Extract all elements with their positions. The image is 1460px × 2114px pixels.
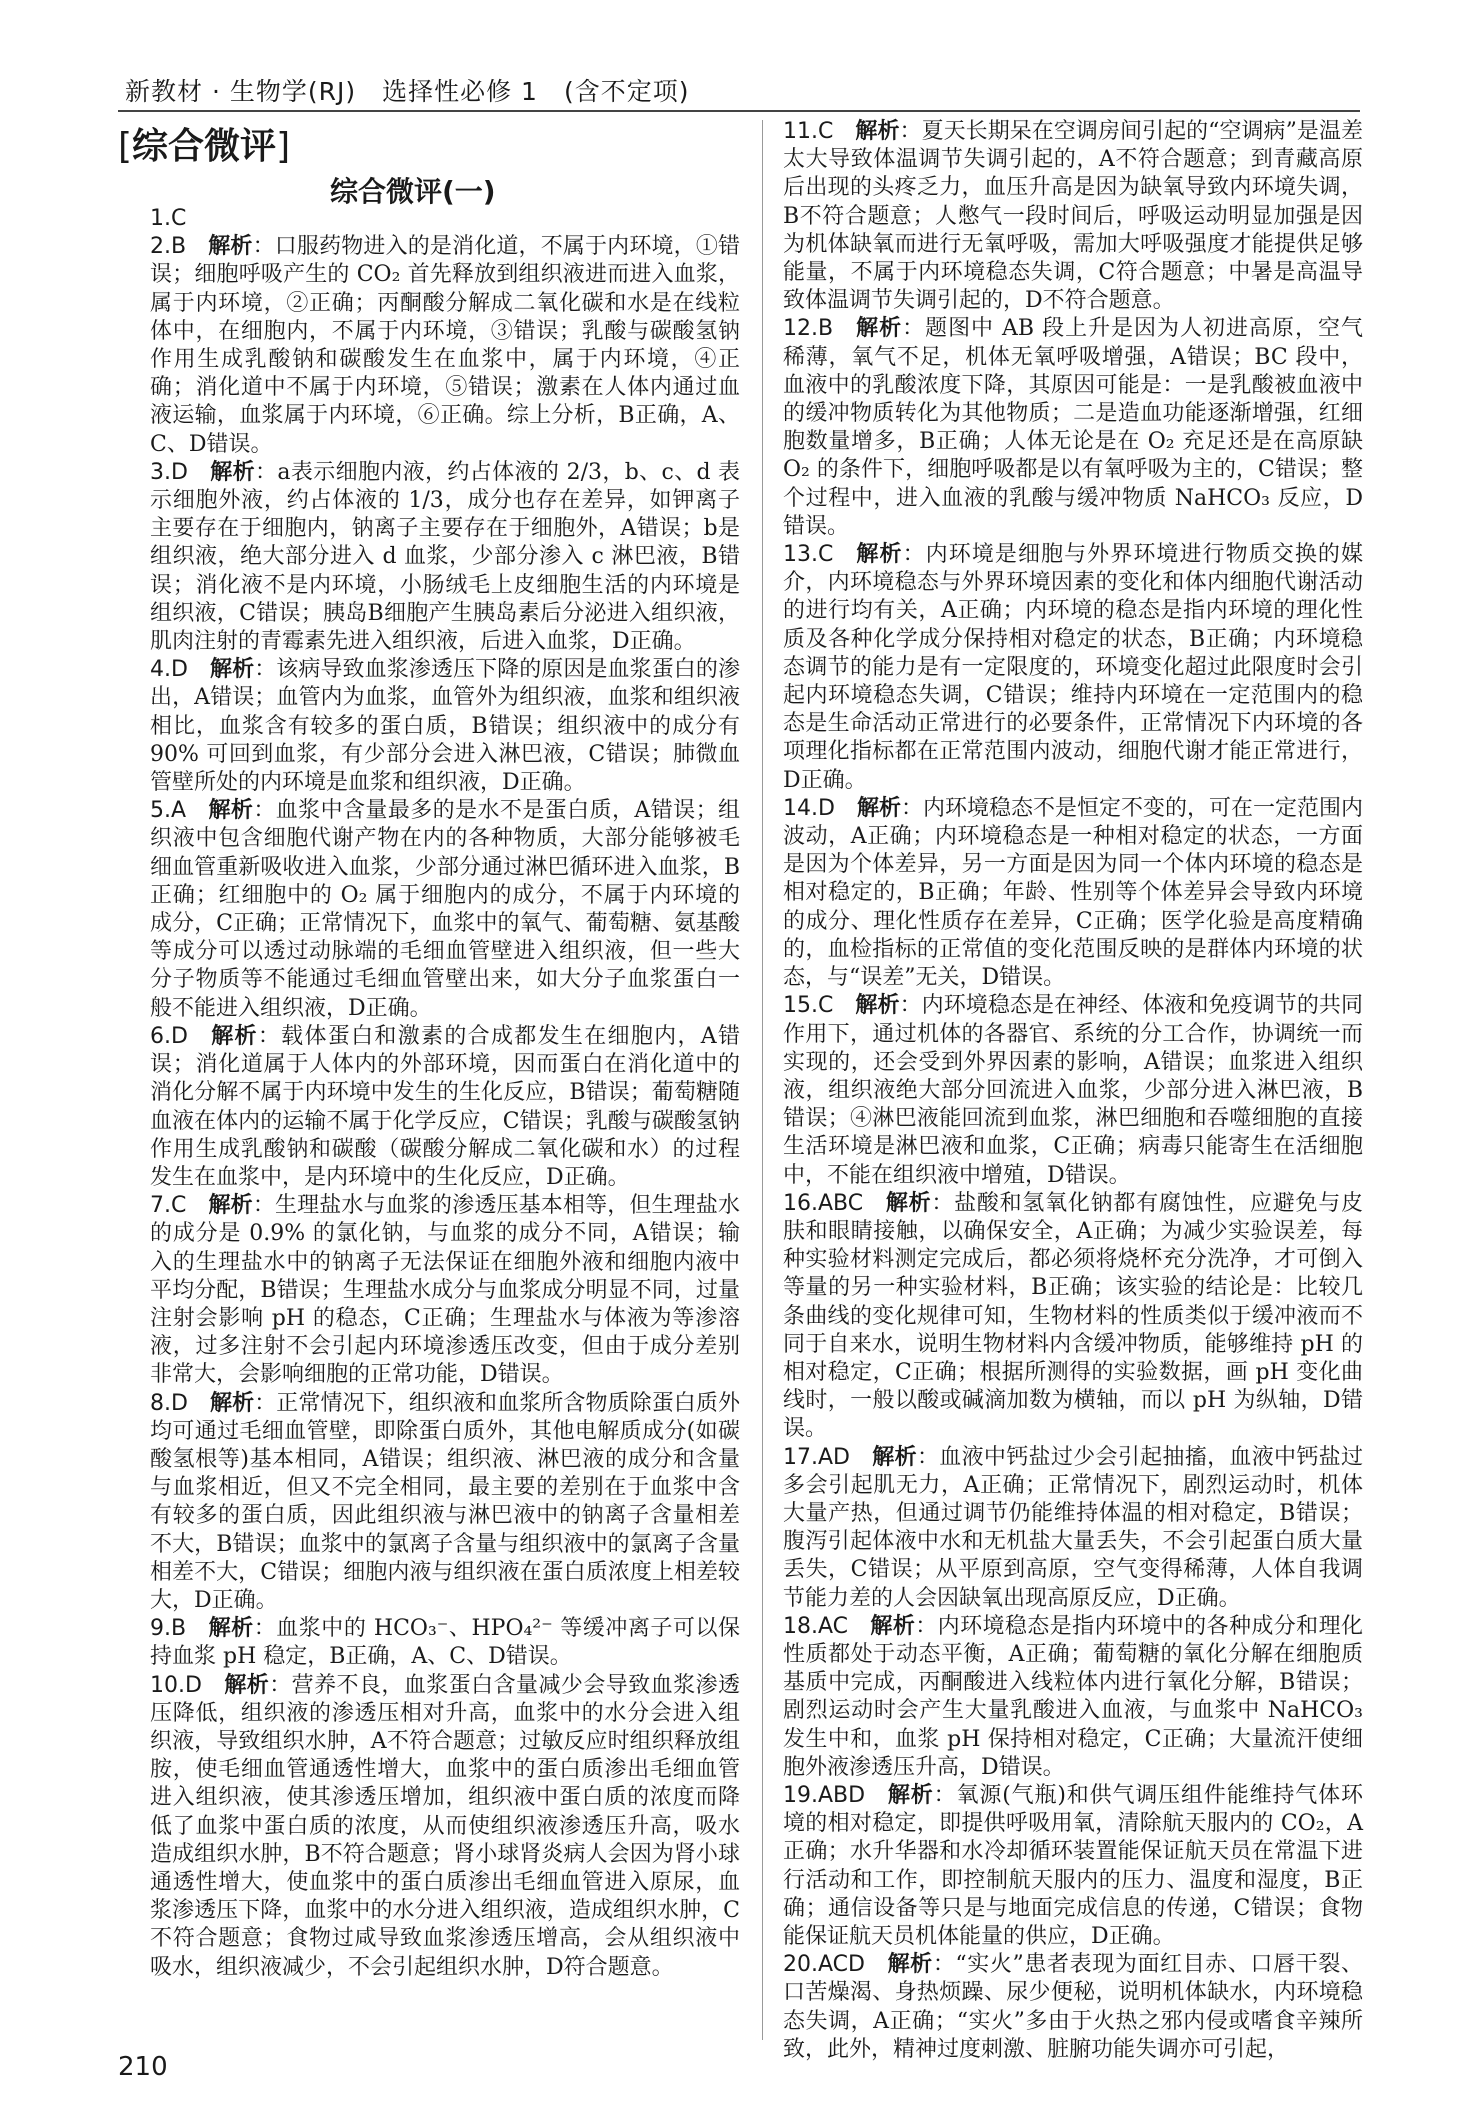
answer-number: 8.D	[150, 1390, 188, 1416]
analysis-label: 解析	[870, 1613, 916, 1639]
analysis-label: 解析	[209, 657, 255, 683]
answer-item	[150, 656, 740, 797]
analysis-text: ：血浆中含量最多的是水不是蛋白质，A错误；组织液中包含细胞代谢产物在内的各种物质，大部分能够被毛细血管重新吸收进入血浆，少部分通过淋巴循环进入血浆，B正确；红细胞中的 O₂ 属于细胞内的成分，不属于内环境的成分，C正确；正常情况下，血浆中的氧气、葡萄糖、氨基酸等成分可以透过动脉端的毛细血管壁进入组织液，但一些大分子物质等不能通过毛细血管壁出来，如大分子血浆蛋白一般不能进入组织液，D正确。	[150, 798, 740, 1021]
analysis-text: ：正常情况下，组织液和血浆所含物质除蛋白质外均可通过毛细血管壁，即除蛋白质外，其他电解质成分(如碳酸氢根等)基本相同，A错误；组织液、淋巴液的成分和含量与血浆相近，但又不完全相同，最主要的差别在于血浆中含有较多的蛋白质，因此组织液与淋巴液中的钠离子含量相差不大，B错误；血浆中的氯离子含量与组织液中的氯离子含量相差不大，C错误；细胞内液与组织液在蛋白质浓度上相差较大，D正确。	[150, 1390, 740, 1613]
page-title: 综合微评(一)	[330, 175, 496, 208]
answer-item	[150, 233, 740, 459]
answer-item	[150, 797, 740, 1023]
answer-item	[150, 459, 740, 656]
answer-number: 19.ABD	[783, 1782, 866, 1808]
analysis-label: 解析	[855, 119, 900, 144]
analysis-text: ：氧源(气瓶)和供气调压组件能维持气体环境的相对稳定，即提供呼吸用氧，清除航天服内的 CO₂，A正确；水升华器和水冷却循环装置能保证航天员在常温下进行活动和工作，即控制航天服内的压力、温度和湿度，B正确；通信设备等只是与地面完成信息的传递，C错误；食物能保证航天员机体能量的供应，D正确。	[783, 1782, 1363, 1949]
analysis-text: ：盐酸和氢氧化钠都有腐蚀性，应避免与皮肤和眼睛接触，以确保安全，A正确；为减少实验误差，每种实验材料测定完成后，都必须将烧杯充分洗净，才可倒入等量的另一种实验材料，B正确；该实验的结论是：比较几条曲线的变化规律可知，生物材料的性质类似于缓冲液而不同于自来水，说明生物材料内含缓冲物质，能够维持 pH 的相对稳定，C正确；根据所测得的实验数据，画 pH 变化曲线时，一般以酸或碱滴加数为横轴，而以 pH 为纵轴，D错误。	[783, 1190, 1363, 1442]
answer-number: 2.B	[150, 234, 187, 260]
answer-number: 16.ABC	[783, 1190, 864, 1216]
section-title-text: 综合微评	[132, 126, 277, 167]
answer-item	[783, 1951, 1363, 2064]
analysis-text: ：内环境稳态是在神经、体液和免疫调节的共同作用下，通过机体的各器官、系统的分工合作，协调统一而实现的，还会受到外界因素的影响，A错误；血浆进入组织液，组织液绝大部分回流进入血浆，少部分进入淋巴液，B错误；④淋巴液能回流到血浆，淋巴细胞和吞噬细胞的直接生活环境是淋巴液和血浆，C正确；病毒只能寄生在活细胞中，不能在组织液中增殖，D错误。	[783, 993, 1363, 1188]
analysis-label: 解析	[886, 1952, 933, 1978]
analysis-text: ：载体蛋白和激素的合成都发生在细胞内，A错误；消化道属于人体内的外部环境，因而蛋白在消化道中的消化分解不属于内环境中发生的生化反应，B错误；葡萄糖随血液在体内的运输不属于化学反应，C错误；乳酸与碳酸氢钠作用生成乳酸钠和碳酸（碳酸分解成二氧化碳和水）的过程发生在血浆中，是内环境中的生化反应，D正确。	[150, 1023, 740, 1190]
page-number: 210	[118, 2052, 168, 2082]
analysis-text: ：营养不良，血浆蛋白含量减少会导致血浆渗透压降低，组织液的渗透压相对升高，血浆中的水分会进入组织液，导致组织水肿，A不符合题意；过敏反应时组织释放组胺，使毛细血管通透性增大，血浆中的蛋白质渗出毛细血管进入组织液，使其渗透压增加，组织液中蛋白质的浓度而降低了血浆中蛋白质的浓度，从而使组织液渗透压升高，吸水造成组织水肿，B不符合题意；肾小球肾炎病人会因为肾小球通透性增大，使血浆中的蛋白质渗出毛细血管进入原尿，血浆渗透压下降，血浆中的水分进入组织液，造成组织水肿，C不符合题意；食物过咸导致血浆渗透压增高，会从组织液中吸水，组织液减少，不会引起组织水肿，D符合题意。	[150, 1672, 740, 1980]
answer-item	[783, 1613, 1363, 1782]
answer-number: 7.C	[150, 1193, 187, 1219]
analysis-label: 解析	[209, 1390, 255, 1416]
answer-number: 1.C	[150, 206, 187, 231]
right-column	[783, 118, 1363, 2064]
analysis-label: 解析	[855, 316, 903, 342]
left-column	[150, 205, 740, 1982]
analysis-text: ：a表示细胞内液，约占体液的 2/3，b、c、d 表示细胞外液，约占体液的 1/3，成分也存在差异，如钾离子主要存在于细胞内，钠离子主要存在于细胞外，A错误；b是组织液，绝大部分进入 d 血浆，少部分渗入 c 淋巴液，B错误；消化液不是内环境，小肠绒毛上皮细胞生活的内环境是组织液，C错误；胰岛B细胞产生胰岛素后分泌进入组织液，肌肉注射的青霉素先进入组织液，后进入血浆，D正确。	[150, 459, 740, 655]
analysis-text: ：内环境是细胞与外界环境进行物质交换的媒介，内环境稳态与外界环境因素的变化和体内细胞代谢活动的进行均有关，A正确；内环境的稳态是指内环境的理化性质及各种化学成分保持相对稳定的状态，B正确；内环境稳态调节的能力是有一定限度的，环境变化超过此限度时会引起内环境稳态失调，C错误；维持内环境在一定范围内的稳态是生命活动正常进行的必要条件，正常情况下内环境的各项理化指标都在正常范围内波动，细胞代谢才能正常进行，D正确。	[783, 542, 1363, 793]
answer-item	[150, 1192, 740, 1389]
analysis-text: ：生理盐水与血浆的渗透压基本相等，但生理盐水的成分是 0.9% 的氯化钠，与血浆的成分不同，A错误；输入的生理盐水中的钠离子无法保证在细胞外液和细胞内液中平均分配，B错误；生理盐水成分与血浆成分明显不同，过量注射会影响 pH 的稳态，C正确；生理盐水与体液为等渗溶液，过多注射不会引起内环境渗透压改变，但由于成分差别非常大，会影响细胞的正常功能，D错误。	[150, 1193, 740, 1388]
answer-number: 9.B	[150, 1616, 187, 1642]
answer-item	[150, 1390, 740, 1616]
answer-item	[783, 118, 1363, 315]
answer-number: 14.D	[783, 795, 835, 821]
answer-item	[150, 205, 740, 233]
answer-number: 17.AD	[783, 1444, 850, 1470]
analysis-text: ：该病导致血浆渗透压下降的原因是血浆蛋白的渗出，A错误；血管内为血浆，血管外为组织液，血浆和组织液相比，血浆含有较多的蛋白质，B错误；组织液中的成分有 90% 可回到血浆，有少部分会进入淋巴液，C错误；肺微血管壁所处的内环境是血浆和组织液，D正确。	[150, 657, 740, 796]
analysis-label: 解析	[208, 798, 254, 824]
answer-number: 15.C	[783, 993, 834, 1019]
answer-number: 11.C	[783, 119, 834, 144]
answer-number: 4.D	[150, 657, 188, 683]
answer-number: 20.ACD	[783, 1952, 865, 1978]
analysis-text: ：“实火”患者表现为面红目赤、口唇干裂、口苦燥渴、身热烦躁、尿少便秘，说明机体缺水，内环境稳态失调，A正确；“实火”多由于火热之邪内侵或嗜食辛辣所致，此外，精神过度刺激、脏腑功能失调亦可引起，	[783, 1952, 1363, 2062]
answer-item	[783, 1444, 1363, 1613]
answer-item	[783, 992, 1363, 1189]
analysis-text: ：口服药物进入的是消化道，不属于内环境，①错误；细胞呼吸产生的 CO₂ 首先释放到组织液进而进入血浆，属于内环境，②正确；丙酮酸分解成二氧化碳和水是在线粒体中，在细胞内，不属于内环境，③错误；乳酸与碳酸氢钠作用生成乳酸钠和碳酸发生在血浆中，属于内环境，④正确；消化道中不属于内环境，⑤错误；激素在人体内通过血液运输，血浆属于内环境，⑥正确。综上分析，B正确，A、C、D错误。	[150, 234, 740, 457]
analysis-label: 解析	[223, 1672, 270, 1698]
analysis-label: 解析	[855, 542, 903, 568]
running-header: 新教材 · 生物学(RJ) 选择性必修 1 (含不定项)	[125, 77, 690, 106]
answer-item	[783, 795, 1363, 992]
analysis-label: 解析	[208, 1616, 254, 1642]
answer-item	[150, 1672, 740, 1982]
answer-number: 13.C	[783, 542, 834, 568]
analysis-label: 解析	[887, 1782, 934, 1808]
column-divider	[762, 120, 763, 2040]
analysis-text: ：血浆中的 HCO₃⁻、HPO₄²⁻ 等缓冲离子可以保持血浆 pH 稳定，B正确，A、C、D错误。	[150, 1616, 740, 1670]
answer-item	[150, 1023, 740, 1192]
answer-item	[150, 1615, 740, 1671]
analysis-label: 解析	[871, 1444, 917, 1470]
answer-number: 18.AC	[783, 1613, 849, 1639]
answer-item	[783, 315, 1363, 541]
section-title: [综合微评]	[118, 126, 291, 167]
answer-item	[783, 1782, 1363, 1951]
answer-number: 5.A	[150, 798, 187, 824]
analysis-label: 解析	[208, 234, 253, 260]
answer-number: 12.B	[783, 316, 834, 342]
answer-number: 10.D	[150, 1672, 202, 1698]
answer-item	[783, 1190, 1363, 1444]
analysis-label: 解析	[209, 459, 256, 485]
analysis-label: 解析	[855, 993, 900, 1019]
analysis-label: 解析	[856, 795, 901, 821]
analysis-text: ：内环境稳态是指内环境中的各种成分和理化性质都处于动态平衡，A正确；葡萄糖的氧化分解在细胞质基质中完成，丙酮酸进入线粒体内进行氧化分解，B错误；剧烈运动时会产生大量乳酸进入血液，与血浆中 NaHCO₃ 发生中和，血浆 pH 保持相对稳定，C正确；大量流汗使细胞外液渗透压升高，D错误。	[783, 1613, 1363, 1780]
analysis-label: 解析	[208, 1193, 253, 1219]
analysis-text: ：夏天长期呆在空调房间引起的“空调病”是温差太大导致体温调节失调引起的，A不符合题意；到青藏高原后出现的头疼乏力，血压升高是因为缺氧导致内环境失调，B不符合题意；人憋气一段时间后，呼吸运动明显加强是因为机体缺氧而进行无氧呼吸，需加大呼吸强度才能提供足够能量，不属于内环境稳态失调，C符合题意；中暑是高温导致体温调节失调引起的，D不符合题意。	[783, 119, 1363, 314]
analysis-text: ：内环境稳态不是恒定不变的，可在一定范围内波动，A正确；内环境稳态是一种相对稳定的状态，一方面是因为个体差异，另一方面是因为同一个体内环境的稳态是相对稳定的，B正确；年龄、性别等个体差异会导致内环境的成分、理化性质存在差异，C正确；医学化验是高度精确的，血检指标的正常值的变化范围反映的是群体内环境的状态，与“误差”无关，D错误。	[783, 795, 1363, 991]
analysis-label: 解析	[209, 1023, 258, 1049]
analysis-text: ：血液中钙盐过少会引起抽搐，血液中钙盐过多会引起肌无力，A正确；正常情况下，剧烈运动时，机体大量产热，但通过调节仍能维持体温的相对稳定，B错误；腹泻引起体液中水和无机盐大量丢失，不会引起蛋白质大量丢失，C错误；从平原到高原，空气变得稀薄，人体自我调节能力差的人会因缺氧出现高原反应，D正确。	[783, 1444, 1363, 1611]
answer-number: 3.D	[150, 459, 188, 485]
header-rule	[118, 110, 1360, 112]
answer-item	[783, 541, 1363, 795]
analysis-text: ：题图中 AB 段上升是因为人初进高原，空气稀薄，氧气不足，机体无氧呼吸增强，A错误；BC 段中，血液中的乳酸浓度下降，其原因可能是：一是乳酸被血液中的缓冲物质转化为其他物质；二是造血功能逐渐增强，红细胞数量增多，B正确；人体无论是在 O₂ 充足还是在高原缺 O₂ 的条件下，细胞呼吸都是以有氧呼吸为主的，C错误；整个过程中，进入血液的乳酸与缓冲物质 NaHCO₃ 反应，D错误。	[783, 316, 1363, 539]
answer-number: 6.D	[150, 1023, 188, 1049]
analysis-label: 解析	[885, 1190, 932, 1216]
